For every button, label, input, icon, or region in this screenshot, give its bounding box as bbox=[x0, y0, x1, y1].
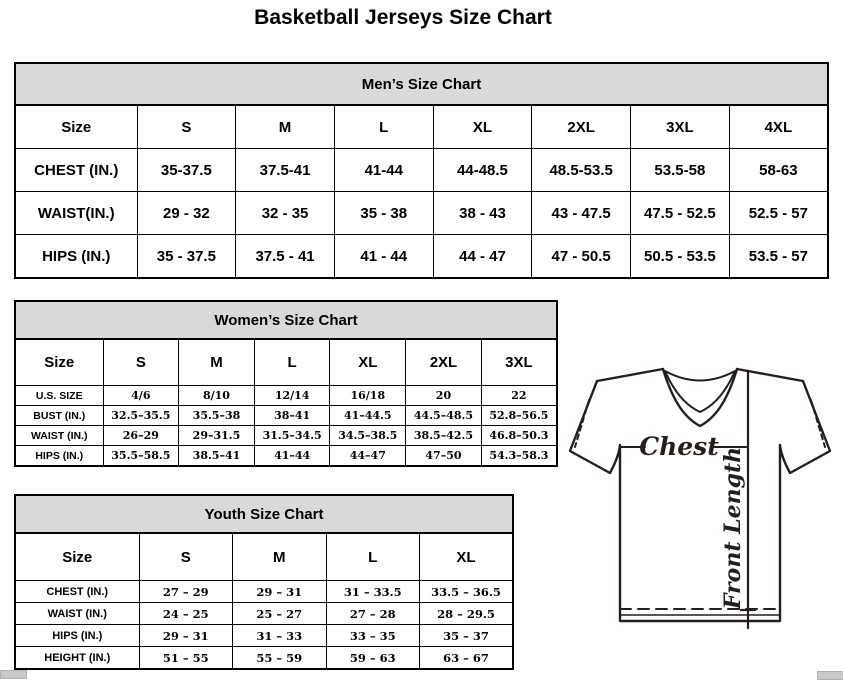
measurement-cell: 35-37.5 bbox=[137, 149, 236, 192]
measurement-cell: 63 – 67 bbox=[420, 647, 514, 670]
measurement-cell: 35 – 37 bbox=[420, 625, 514, 647]
measurement-cell: 51 – 55 bbox=[139, 647, 233, 670]
measurement-cell: 53.5 - 57 bbox=[729, 235, 828, 279]
size-column-header: S bbox=[103, 339, 179, 386]
measurement-cell: 43 - 47.5 bbox=[532, 192, 631, 235]
measurement-cell: 37.5-41 bbox=[236, 149, 335, 192]
size-column-header: S bbox=[139, 533, 233, 581]
measurement-cell: 29 - 32 bbox=[137, 192, 236, 235]
measurement-cell: 4/6 bbox=[103, 386, 179, 406]
measurement-row-label: WAIST (IN.) bbox=[15, 603, 139, 625]
measurement-cell: 22 bbox=[481, 386, 557, 406]
measurement-cell: 12/14 bbox=[254, 386, 330, 406]
scrollbar-fragment-left bbox=[0, 670, 27, 679]
measurement-cell: 33.5 – 36.5 bbox=[420, 581, 514, 603]
size-column-header: 2XL bbox=[406, 339, 482, 386]
measurement-cell: 44–47 bbox=[330, 446, 406, 467]
measurement-cell: 27 – 29 bbox=[139, 581, 233, 603]
measurement-row-label: BUST (IN.) bbox=[15, 406, 103, 426]
measurement-cell: 35 - 38 bbox=[334, 192, 433, 235]
measurement-cell: 52.5 - 57 bbox=[729, 192, 828, 235]
jersey-outline bbox=[570, 369, 830, 628]
youth-size-chart-table bbox=[14, 494, 514, 670]
size-header-label: Size bbox=[15, 339, 103, 386]
measurement-row-label: CHEST (IN.) bbox=[15, 149, 137, 192]
measurement-cell: 34.5–38.5 bbox=[330, 426, 406, 446]
measurement-cell: 41 - 44 bbox=[334, 235, 433, 279]
page-title: Basketball Jerseys Size Chart bbox=[254, 6, 552, 29]
measurement-cell: 47 - 50.5 bbox=[532, 235, 631, 279]
measurement-row-label: CHEST (IN.) bbox=[15, 581, 139, 603]
size-header-row bbox=[15, 339, 557, 386]
measurement-row-label: HEIGHT (IN.) bbox=[15, 647, 139, 670]
measurement-row bbox=[15, 149, 828, 192]
size-column-header: 2XL bbox=[532, 105, 631, 149]
measurement-cell: 24 – 25 bbox=[139, 603, 233, 625]
measurement-cell: 35.5–38 bbox=[179, 406, 255, 426]
measurement-row bbox=[15, 647, 513, 670]
womens-size-chart-table bbox=[14, 300, 558, 467]
table-title: Youth Size Chart bbox=[15, 495, 513, 533]
table-title-row bbox=[15, 63, 828, 105]
size-column-header: 3XL bbox=[631, 105, 730, 149]
measurement-cell: 44.5–48.5 bbox=[406, 406, 482, 426]
measurement-cell: 55 – 59 bbox=[233, 647, 327, 670]
measurement-row bbox=[15, 192, 828, 235]
measurement-cell: 46.8–50.3 bbox=[481, 426, 557, 446]
measurement-cell: 41–44 bbox=[254, 446, 330, 467]
measurement-row bbox=[15, 235, 828, 279]
measurement-cell: 31 – 33.5 bbox=[326, 581, 420, 603]
measurement-cell: 38.5–41 bbox=[179, 446, 255, 467]
measurement-cell: 44-48.5 bbox=[433, 149, 532, 192]
measurement-cell: 48.5-53.5 bbox=[532, 149, 631, 192]
jersey-measurement-diagram bbox=[557, 358, 843, 660]
size-header-row bbox=[15, 105, 828, 149]
size-column-header: M bbox=[236, 105, 335, 149]
size-table bbox=[14, 300, 558, 467]
measurement-cell: 32 - 35 bbox=[236, 192, 335, 235]
size-column-header: M bbox=[233, 533, 327, 581]
measurement-cell: 32.5–35.5 bbox=[103, 406, 179, 426]
measurement-cell: 20 bbox=[406, 386, 482, 406]
size-column-header: 4XL bbox=[729, 105, 828, 149]
measurement-row-label: HIPS (IN.) bbox=[15, 235, 137, 279]
size-table bbox=[14, 62, 829, 279]
size-column-header: L bbox=[334, 105, 433, 149]
measurement-cell: 38–41 bbox=[254, 406, 330, 426]
measurement-cell: 33 – 35 bbox=[326, 625, 420, 647]
measurement-row bbox=[15, 625, 513, 647]
measurement-cell: 28 – 29.5 bbox=[420, 603, 514, 625]
measurement-cell: 37.5 - 41 bbox=[236, 235, 335, 279]
table-title-row bbox=[15, 301, 557, 339]
measurement-row bbox=[15, 603, 513, 625]
measurement-cell: 16/18 bbox=[330, 386, 406, 406]
measurement-cell: 54.3–58.3 bbox=[481, 446, 557, 467]
measurement-cell: 50.5 - 53.5 bbox=[631, 235, 730, 279]
measurement-cell: 29 – 31 bbox=[139, 625, 233, 647]
measurement-cell: 29 – 31 bbox=[233, 581, 327, 603]
measurement-cell: 29–31.5 bbox=[179, 426, 255, 446]
measurement-row-label: HIPS (IN.) bbox=[15, 625, 139, 647]
chest-label: Chest bbox=[639, 432, 719, 461]
measurement-row bbox=[15, 386, 557, 406]
size-header-label: Size bbox=[15, 105, 137, 149]
measurement-cell: 52.8–56.5 bbox=[481, 406, 557, 426]
measurement-cell: 38 - 43 bbox=[433, 192, 532, 235]
measurement-cell: 53.5-58 bbox=[631, 149, 730, 192]
measurement-cell: 25 – 27 bbox=[233, 603, 327, 625]
measurement-cell: 35.5–58.5 bbox=[103, 446, 179, 467]
measurement-row bbox=[15, 446, 557, 467]
size-column-header: L bbox=[326, 533, 420, 581]
size-column-header: XL bbox=[433, 105, 532, 149]
measurement-cell: 59 – 63 bbox=[326, 647, 420, 670]
measurement-cell: 41-44 bbox=[334, 149, 433, 192]
table-title: Women’s Size Chart bbox=[15, 301, 557, 339]
measurement-row-label: WAIST (IN.) bbox=[15, 426, 103, 446]
size-header-label: Size bbox=[15, 533, 139, 581]
measurement-cell: 8/10 bbox=[179, 386, 255, 406]
measurement-cell: 44 - 47 bbox=[433, 235, 532, 279]
measurement-row bbox=[15, 406, 557, 426]
measurement-cell: 31 – 33 bbox=[233, 625, 327, 647]
size-column-header: XL bbox=[420, 533, 514, 581]
size-column-header: S bbox=[137, 105, 236, 149]
measurement-row bbox=[15, 581, 513, 603]
table-title: Men’s Size Chart bbox=[15, 63, 828, 105]
measurement-cell: 31.5–34.5 bbox=[254, 426, 330, 446]
front-length-label: Front Length bbox=[720, 446, 746, 610]
mens-size-chart-table bbox=[14, 62, 829, 279]
size-column-header: M bbox=[179, 339, 255, 386]
size-header-row bbox=[15, 533, 513, 581]
measurement-cell: 47–50 bbox=[406, 446, 482, 467]
measurement-cell: 27 – 28 bbox=[326, 603, 420, 625]
measurement-cell: 26–29 bbox=[103, 426, 179, 446]
size-table bbox=[14, 494, 514, 670]
measurement-row bbox=[15, 426, 557, 446]
measurement-cell: 41–44.5 bbox=[330, 406, 406, 426]
measurement-row-label: WAIST(IN.) bbox=[15, 192, 137, 235]
measurement-cell: 35 - 37.5 bbox=[137, 235, 236, 279]
measurement-cell: 47.5 - 52.5 bbox=[631, 192, 730, 235]
measurement-cell: 58-63 bbox=[729, 149, 828, 192]
measurement-row-label: HIPS (IN.) bbox=[15, 446, 103, 467]
size-column-header: 3XL bbox=[481, 339, 557, 386]
measurement-cell: 38.5–42.5 bbox=[406, 426, 482, 446]
measurement-row-label: U.S. SIZE bbox=[15, 386, 103, 406]
size-column-header: L bbox=[254, 339, 330, 386]
table-title-row bbox=[15, 495, 513, 533]
size-column-header: XL bbox=[330, 339, 406, 386]
